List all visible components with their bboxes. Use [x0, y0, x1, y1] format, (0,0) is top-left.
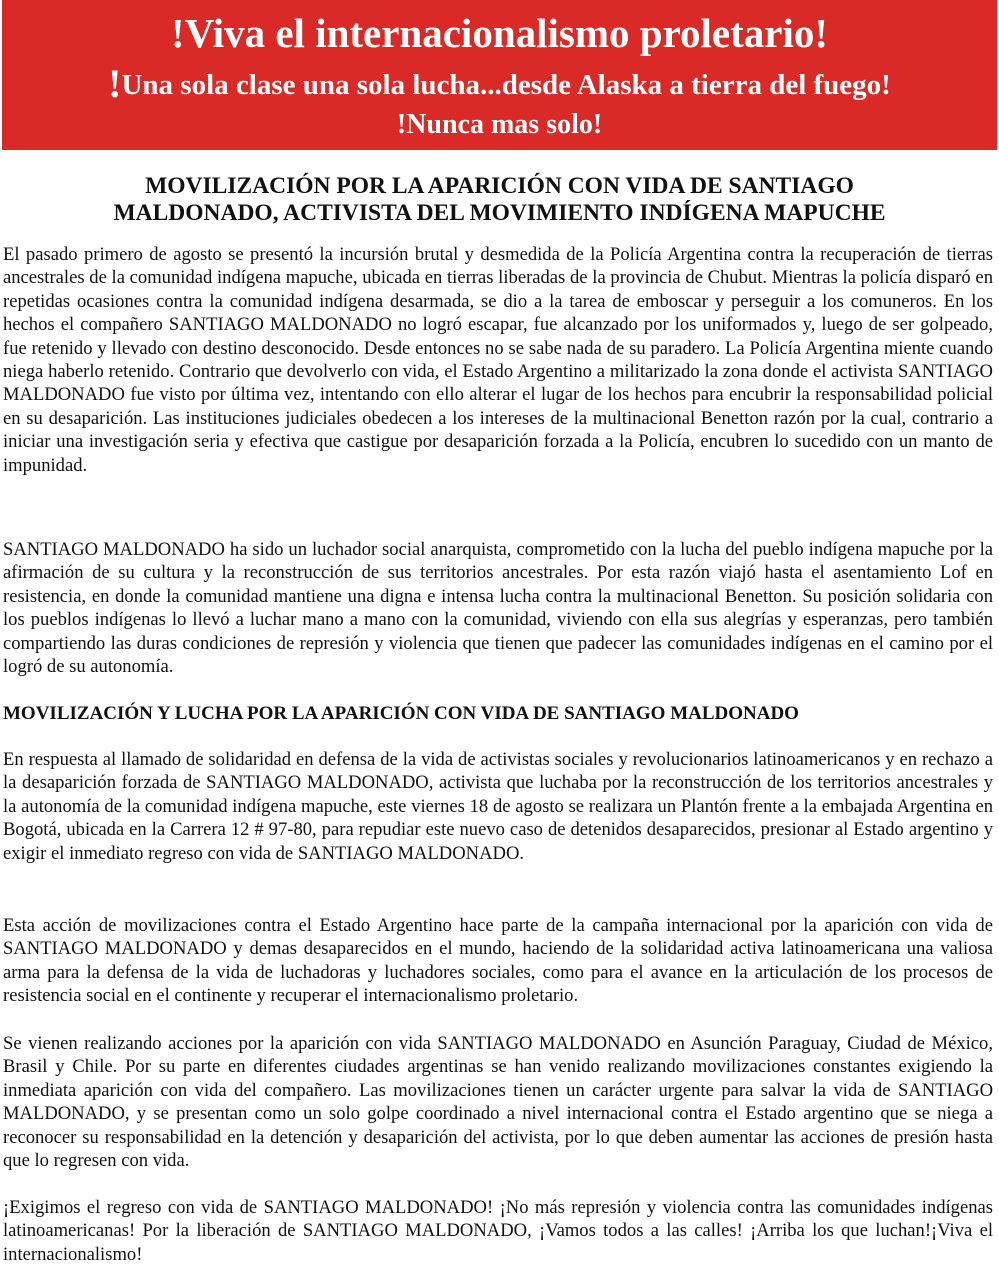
banner-title: !Viva el internacionalismo proletario!: [170, 10, 829, 56]
paragraph-campaign: Esta acción de movilizaciones contra el Estado Argentino hace parte de la campaña internacional por la aparición con vida de SANTIAGO MALDONADO y demas desaparecidos en el mundo, haciendo de la solidaridad activa latinoamericana una valiosa arma para la defensa de la vida de luchadoras y luchadores sociales, como para el avance en la articulación de los procesos de resistencia social en el continente y recuperar el internacionalismo proletario.: [3, 915, 993, 1007]
header-banner: [2, 0, 997, 150]
banner-slogan: [2, 61, 997, 106]
paragraph-profile: SANTIAGO MALDONADO ha sido un luchador social anarquista, comprometido con la lucha del pueblo indígena mapuche por la afirmación de su cultura y la reconstrucción de sus territorios ancestrales. Por esta razón viajó hasta el asentamiento Lof en resistencia, en donde la comunidad mantiene una digna e intensa lucha contra la multinacional Benetton. Su posición solidaria con los pueblos indígenas lo llevó a luchar mano a mano con la comunidad, viviendo con ella sus alegrías y esperanzas, pero también compartiendo las duras condiciones de represión y violencia que tienen que padecer las comunidades indígenas en el camino por el logró de su autonomía.: [3, 539, 993, 678]
main-heading: [0, 173, 999, 227]
section-heading: MOVILIZACIÓN Y LUCHA POR LA APARICIÓN CON VIDA DE SANTIAGO MALDONADO: [3, 703, 799, 724]
paragraph-incident: El pasado primero de agosto se presentó la incursión brutal y desmedida de la Policía Argentina contra la recuperación de tierras ancestrales de la comunidad indígena mapuche, ubicada en tierras liberadas de la provincia de Chubut. Mientras la policía disparó en repetidas ocasiones contra la comunidad indígena desarmada, se dio a la tarea de emboscar y perseguir a los comuneros. En los hechos el compañero SANTIAGO MALDONADO no logró escapar, fue alcanzado por los uniformados y, luego de ser golpeado, fue retenido y llevado con destino desconocido. Desde entonces no se sabe nada de su paradero. La Policía Argentina miente cuando niega haberlo retenido. Contrario que devolverlo con vida, el Estado Argentino a militarizado la zona donde el activista SANTIAGO MALDONADO fue visto por última vez, intentando con ello alterar el lugar de los hechos para encubrir la responsabilidad policial en su desaparición. Las instituciones judiciales obedecen a los intereses de la multinacional Benetton razón por la cual, contrario a iniciar una investigación seria y efectiva que castigue por desaparición forzada a la Policía, encubren lo sucedido con un manto de impunidad.: [3, 244, 993, 476]
paragraph-actions: Se vienen realizando acciones por la aparición con vida SANTIAGO MALDONADO en Asunción Paraguay, Ciudad de México, Brasil y Chile. Por su parte en diferentes ciudades argentinas se han venido realizando movilizaciones constantes exigiendo la inmediata aparición con vida del compañero. Las movilizaciones tienen un carácter urgente para salvar la vida de SANTIAGO MALDONADO, y se presentan como un solo golpe coordinado a nivel internacional contra el Estado argentino que se niega a reconocer su responsabilidad en la detención y desaparición del activista, por lo que deben aumentar las acciones de presión hasta que lo regresen con vida.: [3, 1033, 993, 1172]
banner-tagline: !Nunca mas solo!: [396, 109, 603, 140]
main-heading-line2: MALDONADO, ACTIVISTA DEL MOVIMIENTO INDÍGENA MAPUCHE: [113, 200, 886, 226]
banner-slogan-mark: !: [108, 61, 122, 106]
paragraph-demands: ¡Exigimos el regreso con vida de SANTIAGO MALDONADO! ¡No más represión y violencia contra las comunidades indígenas latinoamericanas! Por la liberación de SANTIAGO MALDONADO, ¡Vamos todos a las calles! ¡Arriba los que luchan!¡Viva el internacionalismo!: [3, 1197, 993, 1265]
main-heading-line1: MOVILIZACIÓN POR LA APARICIÓN CON VIDA DE SANTIAGO: [145, 173, 854, 199]
paragraph-planton: En respuesta al llamado de solidaridad en defensa de la vida de activistas sociales y revolucionarios latinoamericanos y en rechazo a la desaparición forzada de SANTIAGO MALDONADO, activista que luchaba por la reconstrucción de los territorios ancestrales y la autonomía de la comunidad indígena mapuche, este viernes 18 de agosto se realizara un Plantón frente a la embajada Argentina en Bogotá, ubicada en la Carrera 12 # 97-80, para repudiar este nuevo caso de detenidos desaparecidos, presionar al Estado argentino y exigir el inmediato regreso con vida de SANTIAGO MALDONADO.: [3, 749, 993, 864]
banner-slogan-text: Una sola clase una sola lucha...desde Alaska a tierra del fuego!: [121, 69, 891, 101]
